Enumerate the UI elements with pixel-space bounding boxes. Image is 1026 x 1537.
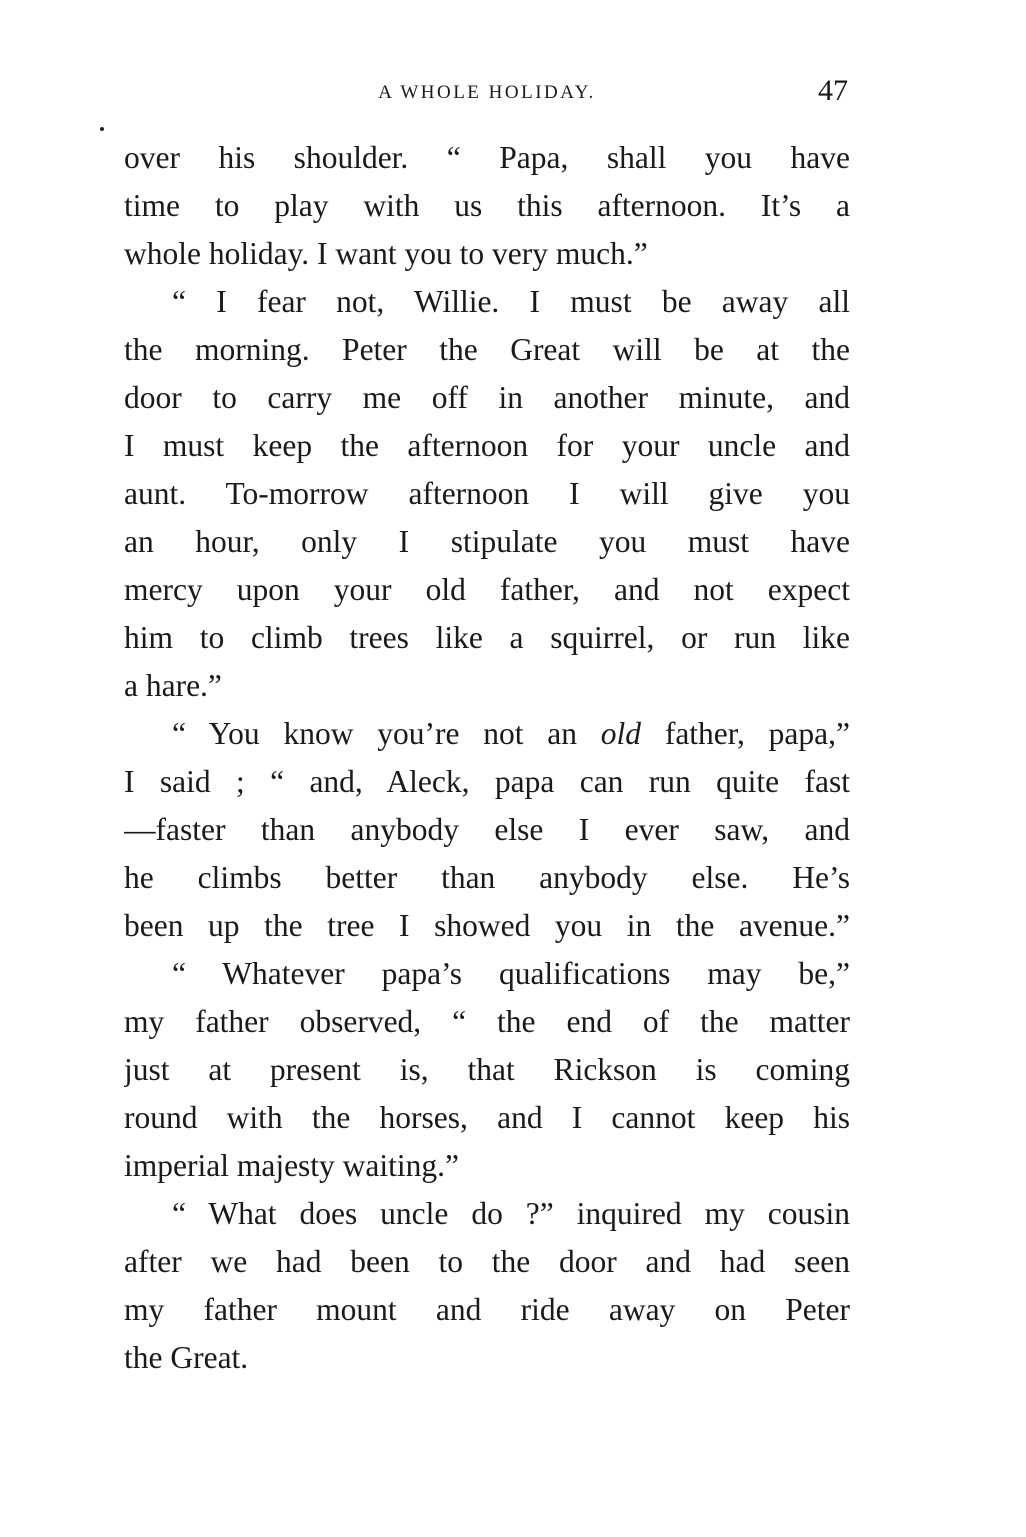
text-line: I must keep the afternoon for your uncle and <box>124 428 850 463</box>
text-line: the morning. Peter the Great will be at the <box>124 332 850 367</box>
text-line: “ Whatever papa’s qualifications may be,” <box>172 956 850 991</box>
text-line: my father observed, “ the end of the matter <box>124 1004 850 1039</box>
text-line: round with the horses, and I cannot keep his <box>124 1100 850 1135</box>
text-line: over his shoulder. “ Papa, shall you have <box>124 140 850 175</box>
text-line: the Great. <box>124 1340 249 1375</box>
page-header <box>124 74 850 114</box>
text-line <box>124 710 850 758</box>
print-speck <box>100 127 104 131</box>
text-line: —faster than anybody else I ever saw, and <box>124 812 850 847</box>
text-line: a hare.” <box>124 668 222 703</box>
text-line: aunt. To-morrow afternoon I will give you <box>124 476 850 511</box>
body-text <box>124 134 850 1382</box>
page-number: 47 <box>818 74 848 107</box>
text-line: time to play with us this afternoon. It’s a <box>124 188 850 223</box>
text-line: mercy upon your old father, and not expect <box>124 572 850 607</box>
text-span: father, papa,” <box>641 716 850 751</box>
text-span: “ You know you’re not an <box>172 716 601 751</box>
text-line: I said ; “ and, Aleck, papa can run quite fast <box>124 764 850 799</box>
emphasis: old <box>600 716 642 751</box>
running-head: A WHOLE HOLIDAY. <box>378 82 596 103</box>
text-line: “ I fear not, Willie. I must be away all <box>172 284 850 319</box>
text-line: whole holiday. I want you to very much.” <box>124 236 648 271</box>
text-line: after we had been to the door and had seen <box>124 1244 850 1279</box>
text-line: “ What does uncle do ?” inquired my cousin <box>172 1196 850 1231</box>
text-line: him to climb trees like a squirrel, or run like <box>124 620 850 655</box>
text-line: he climbs better than anybody else. He’s <box>124 860 850 895</box>
text-line: been up the tree I showed you in the avenue.” <box>124 908 850 943</box>
text-line: door to carry me off in another minute, and <box>124 380 850 415</box>
text-line: imperial majesty waiting.” <box>124 1148 460 1183</box>
text-line: just at present is, that Rickson is coming <box>124 1052 850 1087</box>
text-line: my father mount and ride away on Peter <box>124 1292 850 1327</box>
text-line: an hour, only I stipulate you must have <box>124 524 850 559</box>
